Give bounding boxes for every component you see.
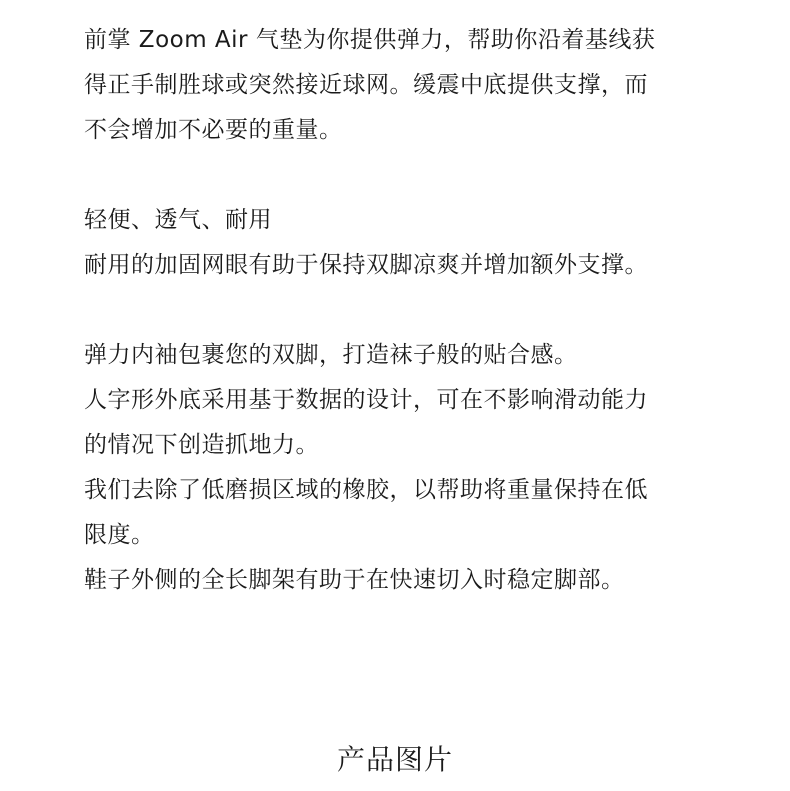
text-line: 我们去除了低磨损区域的橡胶，以帮助将重量保持在低 <box>84 477 648 503</box>
paragraph-spacer <box>84 288 764 333</box>
text-line: 人字形外底采用基于数据的设计，可在不影响滑动能力 <box>84 387 648 413</box>
text-line: 限度。 <box>84 522 155 548</box>
text-line: 轻便、透气、耐用 <box>84 207 272 233</box>
text-line: 前掌 Zoom Air 气垫为你提供弹力，帮助你沿着基线获 <box>84 27 656 53</box>
text-line: 耐用的加固网眼有助于保持双脚凉爽并增加额外支撑。 <box>84 252 648 278</box>
paragraph-spacer <box>84 153 764 198</box>
text-line: 得正手制胜球或突然接近球网。缓震中底提供支撑，而 <box>84 72 648 98</box>
text-line: 鞋子外侧的全长脚架有助于在快速切入时稳定脚部。 <box>84 567 625 593</box>
section-title-product-images: 产品图片 <box>336 743 453 776</box>
text-line: 弹力内袖包裹您的双脚，打造袜子般的贴合感。 <box>84 342 578 368</box>
text-line: 不会增加不必要的重量。 <box>84 117 343 143</box>
text-line: 的情况下创造抓地力。 <box>84 432 319 458</box>
product-description <box>84 18 764 603</box>
